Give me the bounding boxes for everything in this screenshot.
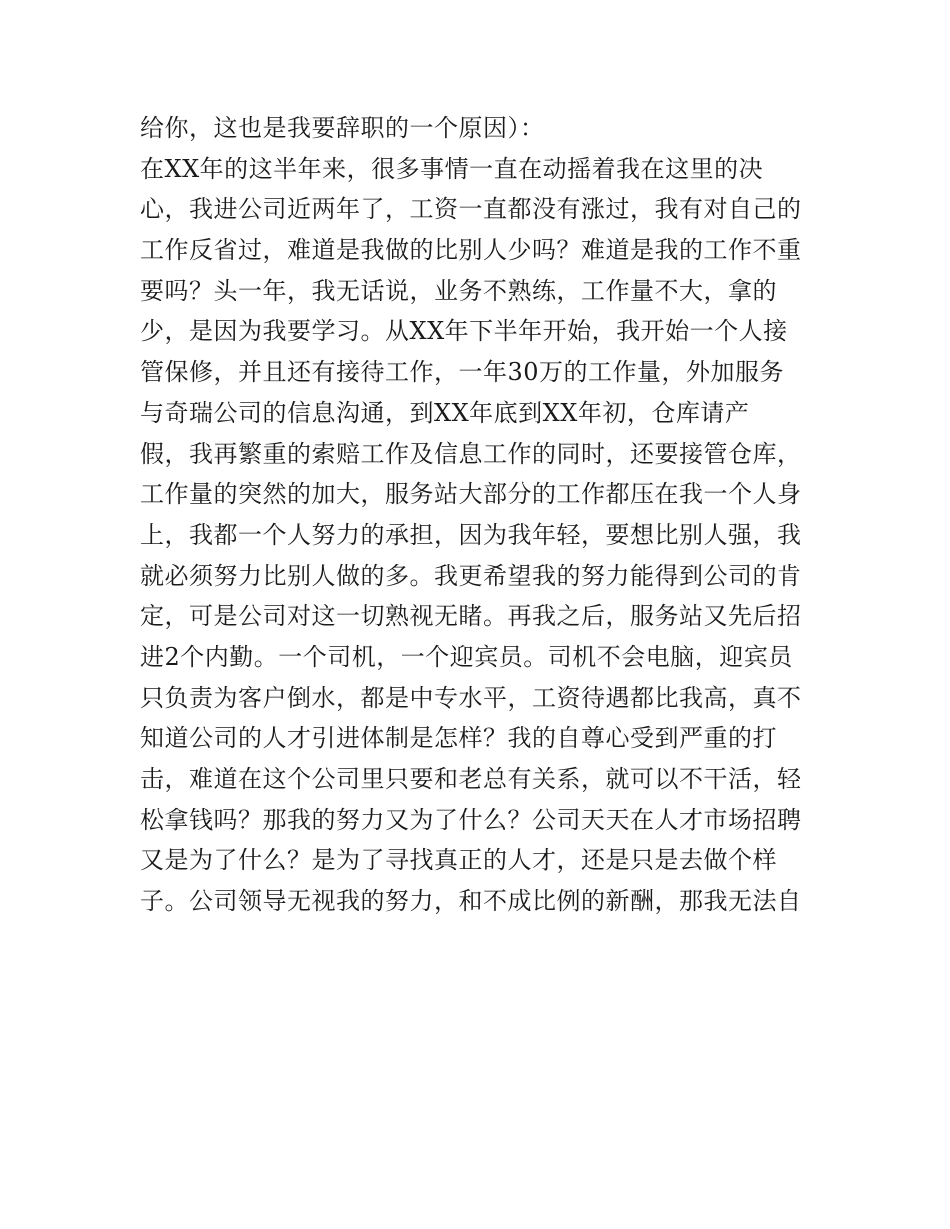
- text-line: 在XX年的这半年来，很多事情一直在动摇着我在这里的决: [140, 154, 764, 183]
- body-text: [140, 108, 820, 922]
- text-line: 少，是因为我要学习。从XX年下半年开始，我开始一个人接: [140, 317, 788, 346]
- text-line: 工作反省过，难道是我做的比别人少吗？难道是我的工作不重: [140, 236, 802, 265]
- text-line: 只负责为客户倒水，都是中专水平，工资待遇都比我高，真不: [140, 683, 802, 712]
- text-line: 又是为了什么？是为了寻找真正的人才，还是只是去做个样: [140, 846, 777, 875]
- text-line: 假，我再繁重的索赔工作及信息工作的同时，还要接管仓库，: [140, 439, 802, 468]
- text-line: 松拿钱吗？那我的努力又为了什么？公司天天在人才市场招聘: [140, 805, 802, 834]
- text-line: 子。公司领导无视我的努力，和不成比例的新酬，那我无法自: [140, 887, 802, 916]
- text-line: 知道公司的人才引进体制是怎样？我的自尊心受到严重的打: [140, 724, 777, 753]
- text-line: 上，我都一个人努力的承担，因为我年轻，要想比别人强，我: [140, 520, 802, 549]
- text-line: 工作量的突然的加大，服务站大部分的工作都压在我一个人身: [140, 480, 802, 509]
- text-line: 给你，这也是我要辞职的一个原因）：: [140, 114, 545, 142]
- text-line: 与奇瑞公司的信息沟通，到XX年底到XX年初，仓库请产: [140, 398, 750, 427]
- text-line: 击，难道在这个公司里只要和老总有关系，就可以不干活，轻: [140, 765, 802, 793]
- text-line: 定，可是公司对这一切熟视无睹。再我之后，服务站又先后招: [140, 602, 802, 631]
- text-line: 管保修，并且还有接待工作，一年30万的工作量，外加服务: [140, 358, 785, 387]
- text-line: 进2个内勤。一个司机，一个迎宾员。司机不会电脑，迎宾员: [140, 642, 793, 671]
- text-line: 心，我进公司近两年了，工资一直都没有涨过，我有对自己的: [140, 195, 802, 224]
- text-line: 就必须努力比别人做的多。我更希望我的努力能得到公司的肯: [140, 561, 802, 590]
- text-line: 要吗？头一年，我无话说，业务不熟练，工作量不大，拿的: [140, 276, 777, 305]
